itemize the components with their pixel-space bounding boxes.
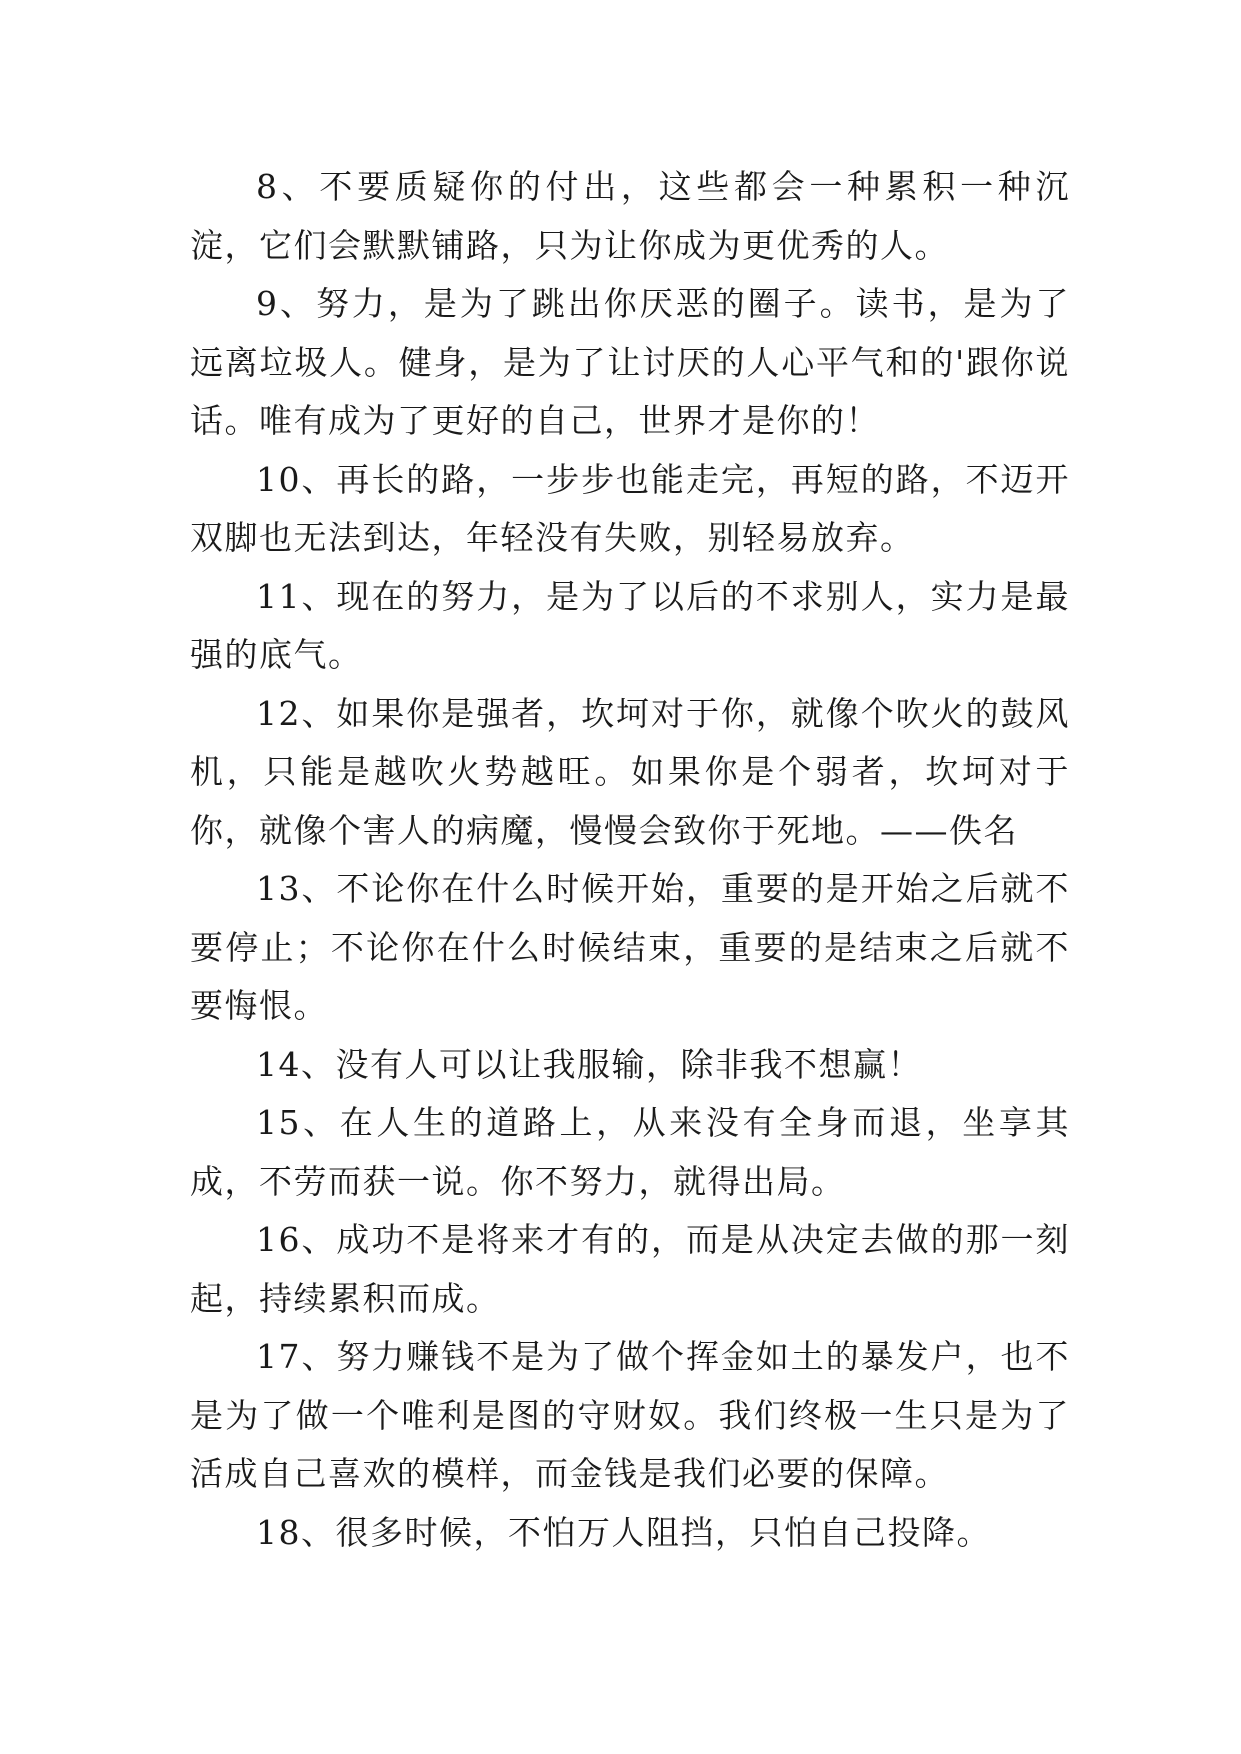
paragraph-11: 11、现在的努力，是为了以后的不求别人，实力是最强的底气。	[190, 576, 1070, 674]
paragraph-17: 17、努力赚钱不是为了做个挥金如土的暴发户，也不是为了做一个唯利是图的守财奴。我们终极一生只是为了活成自己喜欢的模样，而金钱是我们必要的保障。	[190, 1337, 1070, 1493]
paragraph-9: 9、努力，是为了跳出你厌恶的圈子。读书，是为了远离垃圾人。健身，是为了让讨厌的人心平气和的'跟你说话。唯有成为了更好的自己，世界才是你的！	[190, 284, 1070, 440]
paragraph-12: 12、如果你是强者，坎坷对于你，就像个吹火的鼓风机，只能是越吹火势越旺。如果你是个弱者，坎坷对于你，就像个害人的病魔，慢慢会致你于死地。——佚名	[190, 693, 1070, 850]
paragraph-14: 14、没有人可以让我服输，除非我不想赢！	[256, 1044, 922, 1084]
paragraph-16: 16、成功不是将来才有的，而是从决定去做的那一刻起，持续累积而成。	[190, 1220, 1070, 1318]
paragraph-10: 10、再长的路，一步步也能走完，再短的路，不迈开双脚也无法到达，年轻没有失败，别轻易放弃。	[190, 459, 1070, 557]
document-body	[190, 158, 1070, 1562]
paragraph-18: 18、很多时候，不怕万人阻挡，只怕自己投降。	[256, 1512, 991, 1552]
paragraph-13: 13、不论你在什么时候开始，重要的是开始之后就不要停止；不论你在什么时候结束，重要的是结束之后就不要悔恨。	[190, 869, 1070, 1025]
paragraph-8: 8、不要质疑你的付出，这些都会一种累积一种沉淀，它们会默默铺路，只为让你成为更优秀的人。	[190, 167, 1070, 265]
paragraph-15: 15、在人生的道路上，从来没有全身而退，坐享其成，不劳而获一说。你不努力，就得出局。	[190, 1103, 1070, 1201]
